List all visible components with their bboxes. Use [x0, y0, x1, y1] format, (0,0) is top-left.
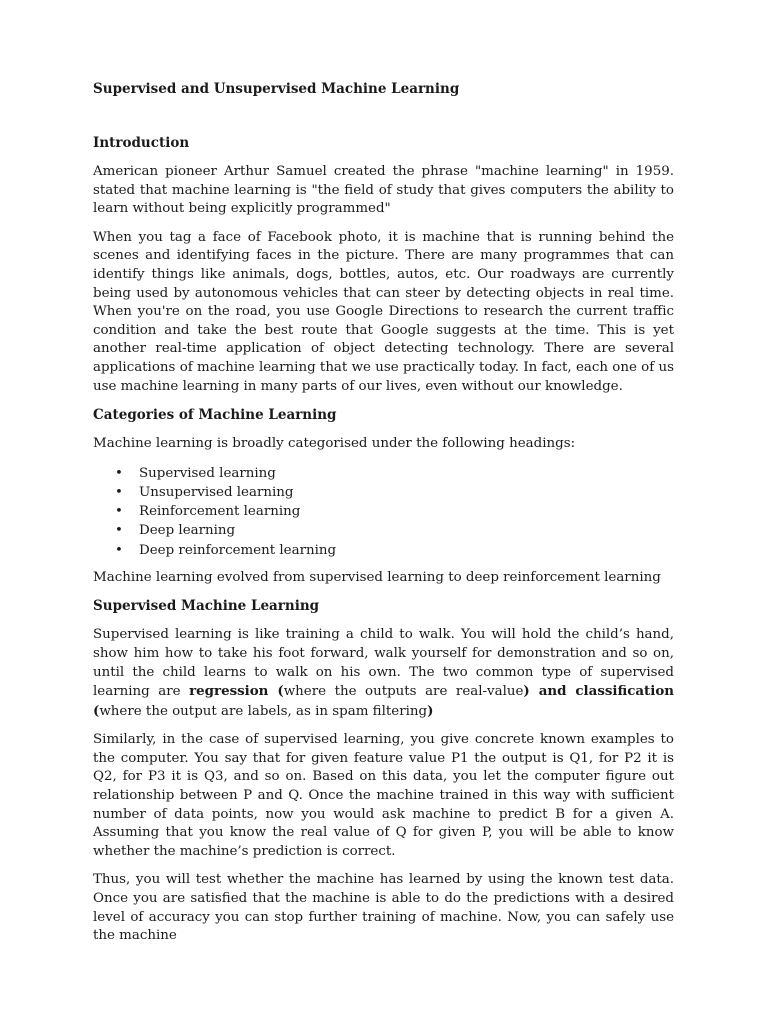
categories-heading: Categories of Machine Learning	[93, 407, 337, 424]
bullet-icon: •	[115, 542, 123, 558]
list-item-label: Deep reinforcement learning	[139, 542, 337, 558]
supervised-p1-text-a: Supervised learning is like training a child to walk. You will hold the child’s hand, show him how to take his foot forward, walk yourself for demonstration and so on, until the child learns to walk on his own. The two common type of supervised learning are	[93, 627, 674, 700]
supervised-p1-bold-2: ) and	[523, 683, 576, 700]
list-item	[93, 521, 674, 540]
supervised-p1-text-d: where the output are labels, as in spam filtering	[99, 703, 428, 719]
categories-list	[93, 464, 674, 560]
list-item-label: Reinforcement learning	[139, 504, 301, 520]
list-item-label: Deep learning	[139, 523, 236, 539]
bullet-icon: •	[115, 504, 123, 520]
supervised-paragraph-2: Similarly, in the case of supervised learning, you give concrete known examples to the computer. You say that for given feature value P1 the output is Q1, for P2 it is Q2, for P3 it is Q3, and so on. Based on this data, you let the computer figure out relationship between P and Q. Once the machine trained in this way with sufficient number of data points, now you would ask machine to predict B for a given A. Assuming that you know the real value of Q for given P, you will be able to know whether the machine’s prediction is correct.	[93, 732, 674, 859]
supervised-paragraph-1	[93, 626, 674, 721]
list-item	[93, 502, 674, 521]
classification-term: classification (	[93, 683, 674, 719]
introduction-heading: Introduction	[93, 135, 190, 151]
document-page	[93, 80, 674, 956]
introduction-paragraph-1: American pioneer Arthur Samuel created the phrase "machine learning" in 1959. stated that machine learning is "the field of study that gives computers the ability to learn without being explicitly programmed"	[93, 164, 674, 217]
supervised-p1-text-c: where the outputs are real-value	[283, 684, 524, 700]
regression-term: regression (	[189, 683, 284, 700]
list-item	[93, 541, 674, 560]
list-item	[93, 483, 674, 502]
list-item-label: Supervised learning	[139, 465, 276, 481]
bullet-icon: •	[115, 523, 123, 539]
supervised-paragraph-3: Thus, you will test whether the machine has learned by using the known test data. Once you are satisfied that the machine is able to do the predictions with a desired level of accuracy you can stop further training of machine. Now, you can safely use the machine	[93, 872, 674, 944]
list-item-label: Unsupervised learning	[139, 484, 294, 500]
supervised-heading: Supervised Machine Learning	[93, 598, 320, 615]
categories-outro: Machine learning evolved from supervised learning to deep reinforcement learning	[93, 569, 661, 585]
bullet-icon: •	[115, 484, 123, 500]
list-item	[93, 464, 674, 483]
bullet-icon: •	[115, 465, 123, 481]
introduction-paragraph-2: When you tag a face of Facebook photo, it is machine that is running behind the scenes and identifying faces in the picture. There are many programmes that can identify things like animals, dogs, bottles, autos, etc. Our roadways are currently being used by autonomous vehicles that can steer by detecting objects in real time. When you're on the road, you use Google Directions to research the current traffic condition and take the best route that Google suggests at the time. This is yet another real-time application of object detecting technology. There are several applications of machine learning that we use practically today. In fact, each one of us use machine learning in many parts of our lives, even without our knowledge.	[93, 229, 674, 394]
supervised-p1-bold-4: )	[427, 702, 434, 719]
document-title: Supervised and Unsupervised Machine Learning	[93, 81, 460, 97]
categories-intro: Machine learning is broadly categorised under the following headings:	[93, 436, 576, 452]
